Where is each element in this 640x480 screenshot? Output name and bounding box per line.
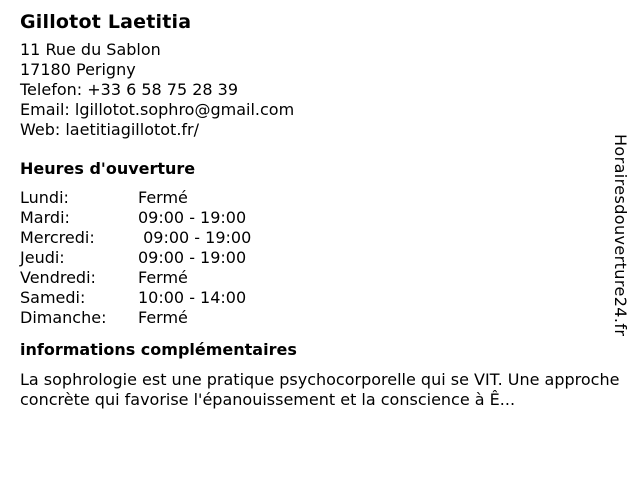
phone-line: Telefon: +33 6 58 75 28 39 <box>20 80 239 99</box>
business-name: Gillotot Laetitia <box>20 11 192 33</box>
web-line: Web: laetitiagillotot.fr/ <box>20 120 199 139</box>
address-city: 17180 Perigny <box>20 60 136 79</box>
opening-hours-table <box>20 188 620 328</box>
address-street: 11 Rue du Sablon <box>20 40 161 59</box>
hours-row-friday <box>20 268 620 288</box>
hours-row-wednesday <box>20 228 620 248</box>
email-line: Email: lgillotot.sophro@gmail.com <box>20 100 295 119</box>
day-hours: Fermé <box>138 268 188 287</box>
business-card <box>20 10 620 410</box>
day-label: Dimanche: <box>20 308 107 327</box>
day-hours: Fermé <box>138 188 188 207</box>
day-label: Mercredi: <box>20 228 95 247</box>
day-hours: Fermé <box>138 308 188 327</box>
day-hours: 09:00 - 19:00 <box>138 228 252 247</box>
additional-info-heading: informations complémentaires <box>20 340 297 359</box>
business-description: La sophrologie est une pratique psychocorporelle qui se VIT. Une approche concrète qui favorise l'épanouissement et la conscience à Ê... <box>20 370 620 409</box>
site-watermark <box>610 134 630 374</box>
day-label: Mardi: <box>20 208 70 227</box>
day-label: Jeudi: <box>20 248 65 267</box>
day-label: Lundi: <box>20 188 69 207</box>
hours-row-saturday <box>20 288 620 308</box>
opening-hours-heading: Heures d'ouverture <box>20 159 196 178</box>
watermark-text: Horairesdouverture24.fr <box>611 134 630 337</box>
day-hours: 09:00 - 19:00 <box>138 208 247 227</box>
day-hours: 10:00 - 14:00 <box>138 288 247 307</box>
day-label: Samedi: <box>20 288 86 307</box>
hours-row-thursday <box>20 248 620 268</box>
day-label: Vendredi: <box>20 268 96 287</box>
day-hours: 09:00 - 19:00 <box>138 248 247 267</box>
hours-row-monday <box>20 188 620 208</box>
contact-block <box>20 40 620 140</box>
hours-row-sunday <box>20 308 620 328</box>
hours-row-tuesday <box>20 208 620 228</box>
